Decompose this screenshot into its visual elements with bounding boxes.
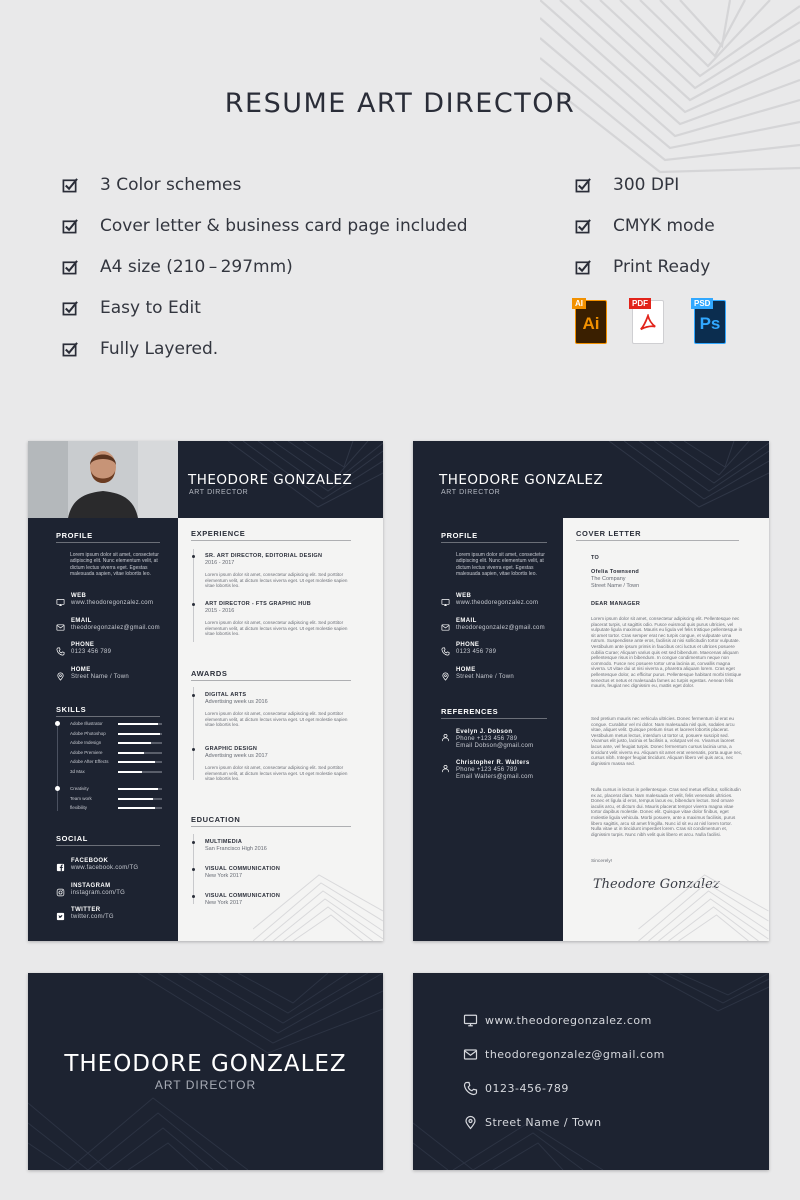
contact-value: www.theodoregonzalez.com — [456, 600, 539, 606]
skill-name: 3d Max — [70, 769, 85, 774]
entry-date: 2015 - 2016 — [205, 608, 235, 614]
contact-label: WEB — [71, 593, 87, 599]
profile-heading: PROFILE — [56, 531, 93, 540]
feature-item — [62, 338, 218, 360]
skill-bar — [118, 742, 162, 744]
card-decoration — [413, 973, 769, 1170]
checkbox-icon — [62, 259, 78, 275]
profile-photo — [28, 441, 178, 518]
monitor-icon — [463, 1013, 485, 1028]
recipient-address: Street Name / Town — [591, 583, 640, 589]
contact-label: EMAIL — [71, 617, 92, 624]
contact-label: WEB — [456, 593, 472, 599]
reference-name: Christopher R. Walters — [456, 760, 530, 766]
illustrator-icon: AI Ai — [575, 300, 607, 344]
reference-name: Evelyn J. Dobson — [456, 729, 513, 735]
entry-description: Lorem ipsum dolor sit amet, consectetur adipiscing elit. Sed porttitor elementum velit, at dictum lectus viverra eget. Ut eget molestie sapien vitae lobortis leo. — [205, 572, 348, 589]
feature-label: Print Ready — [613, 257, 711, 277]
profile-text: Lorem ipsum dolor sit amet, consectetur adipiscing elit. Nunc elementum velit, at dictum lectus viverra eget. Egestas malesuada sapien, vitae lobortis leo. — [70, 552, 159, 577]
facebook-icon — [56, 859, 65, 868]
twitter-icon — [56, 908, 65, 917]
feature-item — [62, 256, 293, 278]
envelope-icon — [463, 1047, 485, 1062]
skill-name: Adobe Premiere — [70, 749, 103, 755]
resume-name: THEODORE GONZALEZ — [188, 472, 353, 488]
education-title: VISUAL COMMUNICATION — [205, 866, 281, 872]
cover-letter-heading: COVER LETTER — [576, 529, 642, 538]
skill-bar — [118, 788, 162, 790]
entry-date: Advertising week us 2017 — [205, 753, 268, 759]
entry-description: Lorem ipsum dolor sit amet, consectetur adipiscing elit. Sed porttitor elementum velit, at dictum lectus viverra eget. Ut eget molestie sapien vitae lobortis leo. — [205, 765, 348, 782]
checkbox-icon — [62, 300, 78, 316]
page-title: RESUME ART DIRECTOR — [224, 88, 576, 119]
entry-title: GRAPHIC DESIGN — [205, 746, 258, 752]
pdf-icon: PDF — [632, 300, 664, 344]
feature-item — [575, 174, 679, 196]
card-contact-value: www.theodoregonzalez.com — [485, 1014, 652, 1027]
skill-bar — [118, 798, 162, 800]
reference-phone: Phone +123 456 789 — [456, 767, 518, 773]
timeline-dot — [192, 895, 195, 898]
business-card-front — [28, 973, 383, 1170]
monitor-icon — [441, 594, 450, 603]
entry-title: ART DIRECTOR - FTS GRAPHIC HUB — [205, 601, 312, 607]
feature-label: 3 Color schemes — [100, 175, 242, 195]
awards-timeline — [193, 687, 194, 780]
skill-bar — [118, 752, 162, 754]
skills-marker — [55, 721, 60, 726]
contact-value: theodoregonzalez@gmail.com — [456, 624, 545, 631]
letter-paragraph-3: Nulla cursus in lectus in pellentesque. Cras sed metus efficitur, sollicitudin ex ac, placerat diam. Nam malesuada et velit, felis venenatis ultricies. Donec et ligula id eros, tempus lacus eu, bibendum lectus. Sed ornare iaculis arcu, et dictum dui. Mauris placerat tempor viverra magna vitae tortor dapibus molestie. Donec elit. Quisque vitae dolor finibus, eget molestie ligula vehicula. Morbi posuere, ante a maximus facilisis, purus libero sagittis, arcu sit amet fringilla. Nunc id sit eu at nisl lorem tortor. Nulla vitae ut in tincidunt imperdiet lorem. Cras sit condimentum et, dignissim turpis. Nunc nibh velit quis libero et arcu. Nulla facilisi. — [591, 787, 741, 837]
person-icon — [441, 760, 450, 769]
feature-label: Easy to Edit — [100, 298, 201, 318]
contact-label: HOME — [456, 666, 476, 673]
letter-paragraph-2: Sed pretium mauris nec vehicula ultricies. Donec fermentum id erat eu congue. Curabitur vel mi dolor. Nam malesuada nisl quis, sodales arcu vitae, aliquet velit. Quisque pretium risus et laoreet lobortis placerat. Vestibulum metus lectus, interdum ut tortor ut, posuere suscipit sed. Vivamus elit justo, lacinia et facilisis a, volutpat vel ex. Vivamus laoreet lacus ante, vel feugiat turpis. Donec fermentum cursus lacinia urna, a tincidunt velit viverra eu. Aliquam sit amet erat venenatis, porta augue nec, cursus nibh. Integer feugiat tincidunt. Aliquam libero vel quis arcu, nec dignissim massa sed. — [591, 716, 743, 766]
recipient-name: Ofelia Townsend — [591, 569, 640, 575]
social-value: instagram.com/TG — [71, 889, 126, 896]
envelope-icon — [441, 619, 450, 628]
education-title: VISUAL COMMUNICATION — [205, 893, 281, 899]
card-contact-row — [463, 1115, 602, 1130]
education-place: New York 2017 — [205, 873, 242, 879]
feature-item — [62, 174, 241, 196]
signature: Theodore Gonzalez — [593, 877, 720, 892]
corner-decoration — [253, 871, 383, 941]
timeline-dot — [192, 868, 195, 871]
card-contact-row — [463, 1081, 569, 1096]
education-heading: EDUCATION — [191, 815, 241, 824]
cover-profile-text: Lorem ipsum dolor sit amet, consectetur adipiscing elit. Nunc elementum velit, at dictum lectus viverra eget. Egestas malesuada sapien, vitae lobortis leo. — [456, 552, 545, 577]
entry-title: DIGITAL ARTS — [205, 692, 247, 698]
education-place: San Francisco High 2016 — [205, 846, 267, 852]
person-icon — [441, 729, 450, 738]
card-contact-value: 0123-456-789 — [485, 1082, 569, 1095]
social-label: INSTAGRAM — [71, 882, 111, 889]
entry-date: 2016 - 2017 — [205, 560, 235, 566]
reference-phone: Phone +123 456 789 — [456, 736, 518, 742]
skill-bar — [118, 761, 162, 763]
card-role: ART DIRECTOR — [154, 1078, 257, 1092]
experience-heading: EXPERIENCE — [191, 529, 246, 538]
timeline-dot — [192, 841, 195, 844]
experience-timeline — [193, 549, 194, 642]
resume-header — [178, 441, 383, 518]
feature-label: Fully Layered. — [100, 339, 219, 359]
checkbox-icon — [62, 218, 78, 234]
contact-value: theodoregonzalez@gmail.com — [71, 624, 160, 631]
education-title: MULTIMEDIA — [205, 839, 243, 845]
card-contact-row — [463, 1013, 652, 1028]
social-label: TWITTER — [71, 907, 101, 913]
location-icon — [463, 1115, 485, 1130]
feature-item — [62, 215, 468, 237]
card-name: THEODORE GONZALEZ — [64, 1051, 347, 1077]
skill-name: Adobe Illustrator — [70, 721, 103, 726]
phone-icon — [441, 643, 450, 652]
skills-timeline — [57, 723, 58, 811]
awards-heading: AWARDS — [191, 669, 228, 678]
cover-name: THEODORE GONZALEZ — [439, 472, 604, 488]
entry-date: Advertising week us 2016 — [205, 699, 268, 705]
resume-page — [28, 441, 383, 941]
instagram-icon — [56, 884, 65, 893]
timeline-dot — [192, 694, 195, 697]
reference-email: Email Walters@gmail.com — [456, 774, 534, 780]
skill-bar — [118, 723, 162, 725]
location-icon — [441, 668, 450, 677]
checkbox-icon — [575, 218, 591, 234]
skill-bar — [118, 771, 162, 773]
feature-item — [575, 256, 710, 278]
pdf-acrobat-icon — [639, 314, 657, 332]
cover-header — [413, 441, 769, 518]
checkbox-icon — [62, 177, 78, 193]
reference-email: Email Dobson@gmail.com — [456, 743, 534, 749]
contact-label: PHONE — [456, 642, 480, 648]
social-label: FACEBOOK — [71, 858, 109, 864]
contact-value: 0123 456 789 — [71, 649, 112, 655]
cover-letter-page — [413, 441, 769, 941]
card-contact-value: Street Name / Town — [485, 1116, 602, 1129]
references-heading: REFERENCES — [441, 707, 499, 716]
feature-item — [62, 297, 201, 319]
feature-label: CMYK mode — [613, 216, 715, 236]
contact-value: 0123 456 789 — [456, 649, 497, 655]
cover-role: ART DIRECTOR — [441, 489, 501, 496]
contact-value: Street Name / Town — [456, 673, 514, 680]
contact-value: Street Name / Town — [71, 673, 129, 680]
checkbox-icon — [575, 259, 591, 275]
timeline-dot — [192, 555, 195, 558]
skill-name: Adobe Photoshop — [70, 730, 106, 736]
timeline-dot — [192, 603, 195, 606]
education-place: New York 2017 — [205, 900, 242, 906]
feature-label: Cover letter & business card page included — [100, 216, 468, 236]
skill-bar — [118, 733, 162, 735]
contact-label: EMAIL — [456, 617, 477, 624]
contact-value: www.theodoregonzalez.com — [71, 600, 154, 606]
timeline-dot — [192, 748, 195, 751]
feature-label: A4 size (210 – 297mm) — [100, 257, 293, 277]
business-card-back — [413, 973, 769, 1170]
skills-heading: SKILLS — [56, 705, 87, 714]
skill-name: Creativity — [70, 786, 89, 791]
resume-role: ART DIRECTOR — [189, 489, 249, 496]
phone-icon — [463, 1081, 485, 1096]
letter-paragraph-1: Lorem ipsum dolor sit amet, consectetur adipiscing elit. Pellentesque nec placerat turpis, ut sagittis odio. Fusce euismod quis purus ultricies, vel vulputate ligula maximus. Mauris eu ligula vel felis tristique pellentesque in sit amet tortor. Cras semper erat nec turpis congue, et vulputate urna rutrum. Suspendisse ante eros, facilisis at nisi sollicitudin tortor vulputate. Vestibulum ante ipsum primis in faucibus orci luctus et ultrices posuere cubilia Curae; Aliquam varius quis est sed bibendum. Maecenas aliquam pellentesque risus in bibendum. In congue condimentum neque non commodo. Fusce nec posuere tortor urna lacinia at, convallis magna viverra. Ut vitae dui ut nisi viverra a, pharetra aliquam lorem. Cras eget pellentesque dolor, ac efficitur purus. Pellentesque habitant morbi tristique senectus et netus et malesuada fames ac turpis egestas. Aenean felis mauris, feugiat nec dignissim eu, mattis eget dolor. — [591, 616, 743, 689]
to-label: TO — [591, 555, 600, 561]
social-value: www.facebook.com/TG — [71, 865, 139, 871]
entry-title: SR. ART DIRECTOR, EDITORIAL DESIGN — [205, 553, 323, 559]
checkbox-icon — [575, 177, 591, 193]
skill-name: Team work — [70, 795, 92, 801]
feature-label: 300 DPI — [613, 175, 680, 195]
social-heading: SOCIAL — [56, 834, 88, 843]
skill-bar — [118, 807, 162, 809]
letter-closing: Sincerely! — [591, 859, 613, 864]
skill-name: flexibility — [70, 805, 88, 811]
envelope-icon — [56, 619, 65, 628]
recipient-company: The Company — [591, 576, 626, 582]
feature-item — [575, 215, 715, 237]
cover-profile-heading: PROFILE — [441, 531, 478, 540]
skill-name: Adobe After Effects — [70, 759, 109, 765]
skill-name: Adobe Indesign — [70, 740, 102, 746]
monitor-icon — [56, 594, 65, 603]
salutation: DEAR MANAGER — [591, 601, 641, 607]
checkbox-icon — [62, 341, 78, 357]
photoshop-icon: PSD Ps — [694, 300, 726, 344]
card-contact-value: theodoregonzalez@gmail.com — [485, 1048, 665, 1061]
soft-skills-marker — [55, 786, 60, 791]
location-icon — [56, 668, 65, 677]
phone-icon — [56, 643, 65, 652]
entry-description: Lorem ipsum dolor sit amet, consectetur adipiscing elit. Sed porttitor elementum velit, at dictum lectus viverra eget. Ut eget molestie sapien vitae lobortis leo. — [205, 620, 348, 637]
contact-label: HOME — [71, 666, 91, 673]
entry-description: Lorem ipsum dolor sit amet, consectetur adipiscing elit. Sed porttitor elementum velit, at dictum lectus viverra eget. Ut eget molestie sapien vitae lobortis leo. — [205, 711, 348, 728]
social-value: twitter.com/TG — [71, 914, 114, 920]
contact-label: PHONE — [71, 642, 95, 648]
card-contact-row — [463, 1047, 665, 1062]
corner-decoration — [638, 871, 769, 941]
